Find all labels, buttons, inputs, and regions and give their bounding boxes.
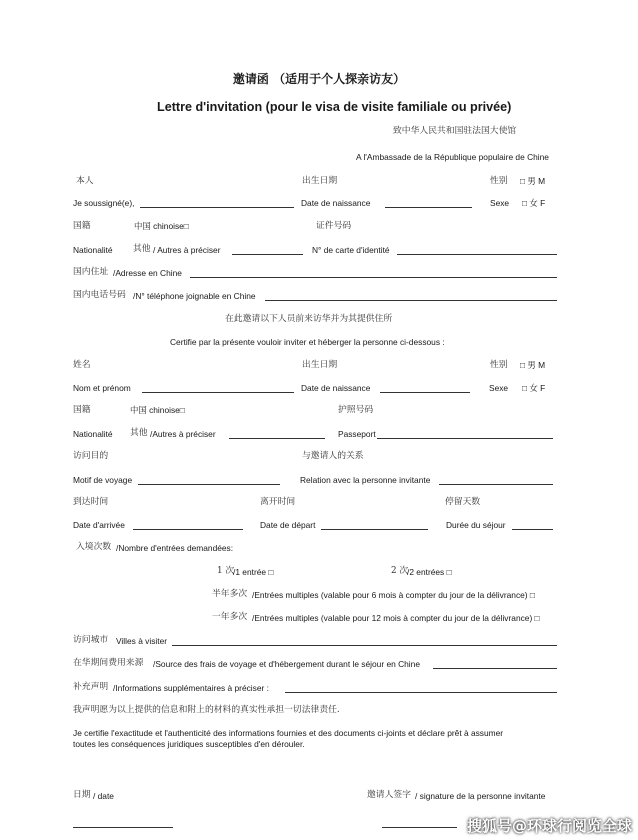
funding-field[interactable] [433, 668, 557, 669]
inviter-male-checkbox[interactable]: □ 男 M [520, 176, 546, 186]
inviter-dob-fr: Date de naissance [301, 198, 371, 208]
inviter-other-fr: / Autres à préciser [153, 245, 221, 255]
invitee-name-fr: Nom et prénom [73, 383, 131, 393]
invitee-arrival-field[interactable] [133, 529, 243, 530]
certify-fr: Certifie par la présente vouloir inviter et héberger la personne ci-dessous : [170, 337, 445, 347]
inviter-id-fr: N° de carte d'identité [312, 245, 390, 255]
invitee-stay-fr: Durée du séjour [446, 520, 506, 530]
inviter-addr-zh: 国内住址 [73, 267, 109, 277]
invitee-departure-field[interactable] [321, 529, 428, 530]
invitee-departure-fr: Date de départ [260, 520, 316, 530]
invitee-dob-zh: 出生日期 [302, 360, 338, 370]
inviter-addr-fr: /Adresse en Chine [113, 268, 182, 278]
inviter-nat-fr: Nationalité [73, 245, 113, 255]
inviter-phone-fr: /N° téléphone joignable en Chine [133, 291, 256, 301]
inviter-name-field[interactable] [140, 207, 294, 208]
entries-twelve-checkbox[interactable]: /Entrées multiples (valable pour 12 mois à compter du jour de la délivrance) □ [252, 613, 540, 623]
addressee-zh: 致中华人民共和国驻法国大使馆 [393, 126, 517, 136]
inviter-other-zh: 其他 [133, 244, 151, 254]
invitee-relation-zh: 与邀请人的关系 [302, 451, 364, 461]
entries-six-checkbox[interactable]: /Entrées multiples (valable pour 6 mois à compter du jour de la délivrance) □ [252, 590, 535, 600]
inviter-female-checkbox[interactable]: □ 女 F [522, 198, 546, 208]
invitee-dob-field[interactable] [380, 392, 470, 393]
inviter-phone-field[interactable] [265, 300, 557, 301]
invitee-arrival-zh: 到达时间 [73, 497, 109, 507]
declaration-fr-line1: Je certifie l'exactitude et l'authenticité des informations fournies et des documents ci-joints et déclare prêt à assumer [73, 728, 504, 738]
invitee-other-fr: /Autres à préciser [150, 429, 216, 439]
signature-fr: / signature de la personne invitante [415, 791, 546, 801]
cities-field[interactable] [172, 645, 557, 646]
funding-fr: /Source des frais de voyage et d'hébergement durant le séjour en Chine [153, 659, 420, 669]
certify-zh: 在此邀请以下人员前来访华并为其提供住所 [225, 314, 393, 324]
invitee-relation-fr: Relation avec la personne invitante [300, 475, 431, 485]
invitee-nat-fr: Nationalité [73, 429, 113, 439]
entries-one-zh: 1 次 [217, 566, 235, 576]
funding-zh: 在华期间费用来源 [73, 658, 144, 668]
cities-zh: 访问城市 [73, 635, 109, 645]
inviter-addr-field[interactable] [190, 277, 557, 278]
extra-field[interactable] [285, 692, 557, 693]
invitee-male-checkbox[interactable]: □ 男 M [520, 360, 546, 370]
invitee-china-checkbox[interactable]: 中国 chinoise□ [130, 405, 185, 415]
invitee-name-field[interactable] [142, 392, 294, 393]
addressee-fr: A l'Ambassade de la République populaire de Chine [356, 152, 549, 162]
extra-fr: /Informations supplémentaires à préciser : [113, 683, 269, 693]
invitee-passport-field[interactable] [377, 438, 553, 439]
invitee-purpose-fr: Motif de voyage [73, 475, 133, 485]
invitee-passport-fr: Passeport [338, 429, 376, 439]
invitee-arrival-fr: Date d'arrivée [73, 520, 125, 530]
inviter-name-zh: 本人 [76, 176, 94, 186]
entries-label-zh: 入境次数 [76, 542, 112, 552]
invitee-nat-zh: 国籍 [73, 405, 91, 415]
invitee-other-field[interactable] [229, 438, 325, 439]
invitee-purpose-field[interactable] [138, 484, 280, 485]
inviter-phone-zh: 国内电话号码 [73, 290, 126, 300]
invitee-passport-zh: 护照号码 [338, 405, 374, 415]
invitee-sex-zh: 性别 [490, 360, 508, 370]
entries-label-fr: /Nombre d'entrées demandées: [116, 543, 234, 553]
declaration-fr-line2: toutes les conséquences juridiques susceptibles d'en dérouler. [73, 739, 305, 749]
date-zh: 日期 [73, 790, 91, 800]
cities-fr: Villes à visiter [116, 636, 168, 646]
entries-two-checkbox[interactable]: /2 entrées □ [407, 567, 452, 577]
entries-twelve-zh: 一年多次 [212, 612, 248, 622]
entries-two-zh: 2 次 [391, 566, 409, 576]
title-zh: 邀请函 （适用于个人探亲访友） [232, 72, 406, 86]
signature-zh: 邀请人签字 [367, 790, 411, 800]
inviter-dob-zh: 出生日期 [302, 176, 338, 186]
invitee-stay-field[interactable] [512, 529, 553, 530]
inviter-id-zh: 证件号码 [316, 221, 352, 231]
inviter-dob-field[interactable] [385, 207, 472, 208]
invitee-departure-zh: 离开时间 [260, 497, 296, 507]
title-fr: Lettre d'invitation (pour le visa de visite familiale ou privée) [157, 100, 512, 114]
invitee-female-checkbox[interactable]: □ 女 F [522, 383, 546, 393]
date-fr: / date [93, 791, 114, 801]
inviter-nat-zh: 国籍 [73, 221, 91, 231]
invitee-stay-zh: 停留天数 [445, 497, 481, 507]
invitee-name-zh: 姓名 [73, 360, 91, 370]
watermark-text: 搜狐号@环球行阅览全球 [466, 817, 632, 835]
inviter-other-field[interactable] [232, 254, 303, 255]
inviter-sex-fr: Sexe [490, 198, 510, 208]
inviter-sex-zh: 性别 [490, 176, 508, 186]
inviter-id-field[interactable] [397, 254, 557, 255]
extra-zh: 补充声明 [73, 682, 109, 692]
inviter-china-checkbox[interactable]: 中国 chinoise□ [134, 221, 189, 231]
entries-one-checkbox[interactable]: /1 entrée □ [233, 567, 274, 577]
invitee-purpose-zh: 访问目的 [73, 451, 109, 461]
invitee-relation-field[interactable] [439, 484, 553, 485]
invitee-other-zh: 其他 [130, 428, 148, 438]
entries-six-zh: 半年多次 [212, 589, 248, 599]
invitee-sex-fr: Sexe [489, 383, 509, 393]
inviter-name-fr: Je soussigné(e), [73, 198, 135, 208]
declaration-zh: 我声明愿为以上提供的信息和附上的材料的真实性承担一切法律责任. [73, 705, 340, 715]
invitee-dob-fr: Date de naissance [301, 383, 371, 393]
date-field[interactable] [73, 827, 173, 828]
signature-field[interactable] [382, 827, 457, 828]
